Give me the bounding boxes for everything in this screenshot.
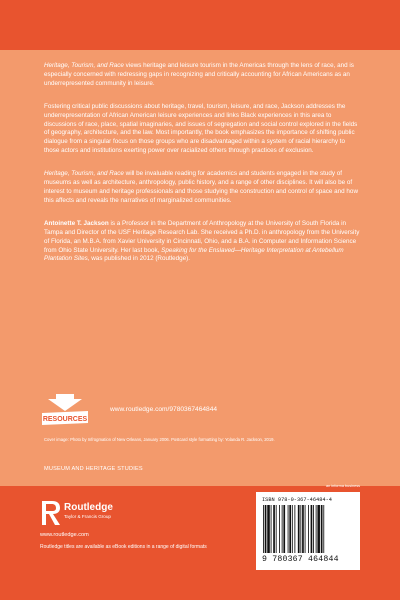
barcode-image	[262, 505, 354, 553]
author-text-2: , was published in 2012 (Routledge).	[87, 255, 190, 263]
publisher-name: Routledge	[64, 502, 113, 513]
author-book-title: Speaking for the Enslaved—Heritage Interpretation at Antebellum Plantation Sites	[44, 246, 344, 263]
intro-paragraph	[44, 62, 362, 89]
audience-paragraph	[44, 170, 362, 206]
author-name: Antoinette T. Jackson	[44, 219, 109, 227]
barcode-number: 9 780367 464844	[262, 555, 339, 564]
publisher-group: Taylor & Francis Group	[64, 514, 111, 519]
routledge-r-icon	[40, 499, 62, 527]
ebook-note: Routledge titles are available as eBook editions in a range of digital formats	[40, 544, 207, 550]
barcode-box	[256, 484, 360, 570]
book-title-italic: Heritage, Tourism, and Race	[44, 62, 124, 69]
resources-icon-label: RESOURCES	[42, 416, 88, 423]
book-title-italic-2: Heritage, Tourism, and Race	[44, 170, 124, 178]
description-text	[44, 62, 362, 273]
publisher-url[interactable]: www.routledge.com	[40, 532, 89, 538]
series-name: MUSEUM AND HERITAGE STUDIES	[44, 466, 143, 472]
intro-text: views heritage and leisure tourism in the Americas through the lens of race, and is especially concerned with redressing gaps in recognizing and critically accounting for African Americans as an underrepresented community in leisure.	[44, 62, 354, 87]
routledge-logo	[40, 499, 160, 539]
body-text-2: Most importantly, the book emphasizes the importance of shifting public dialogue from a singular focus on those groups who are disadvantaged within a system of racial hierarchy to those actors and institutions exerting power over racialized others through practices of exclusion.	[44, 129, 355, 155]
isbn-text: ISBN 978-0-367-46484-4	[262, 497, 332, 503]
cover-image-credit: Cover image: Photo by Infrogmation of New Orleans, January 2006. Postcard style formatting by: Yolanda R. Jackson, 2019.	[44, 437, 275, 442]
top-band	[0, 0, 400, 50]
resources-icon	[40, 392, 90, 428]
audience-text: will be invaluable reading for academics and students engaged in the study of museums as well as architecture, anthropology, public history, and a range of other disciplines. It will also be of interest to museum and heritage professionals and those studying the construction and control of space and how this affects and reveals the narratives of marginalized communities.	[44, 170, 358, 204]
resources-link[interactable]: www.routledge.com/9780367464844	[110, 406, 218, 413]
author-bio	[44, 220, 362, 265]
resources-row	[40, 392, 370, 432]
author-text-1: is a Professor in the Department of Anthropology at the University of South Florida in Tampa and Director of the USF Heritage Research Lab. She received a Ph.D. in anthropology from the University of Florida, an M.B.A. from Xavier University in Cincinnati, Ohio, and a B.A. in Computer and Information Science from Ohio State University. Her last book,	[44, 219, 360, 254]
body-paragraph	[44, 103, 362, 156]
body-text-1: Fostering critical public discussions about heritage, travel, tourism, leisure, and race, Jackson addresses the underrepresentation of African American leisure experiences and links Black experiences in this area to discussions of race, place, spatial imaginaries, and issues of segregation and social control explored in the fields of geography, architecture, and the law.	[44, 102, 358, 137]
informa-imprint: an informa business	[326, 484, 360, 488]
